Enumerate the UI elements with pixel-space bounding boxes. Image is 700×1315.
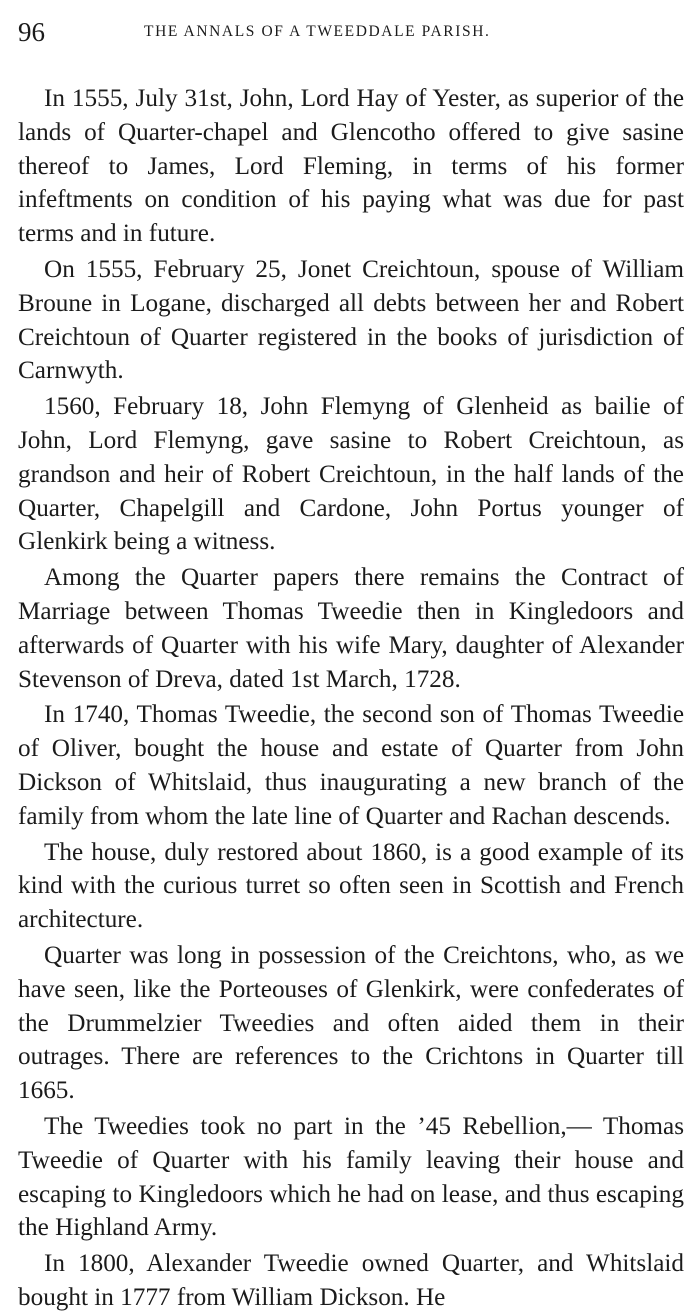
page-number: 96 xyxy=(18,17,45,47)
paragraph-jonet-creichtoun-1555: On 1555, February 25, Jonet Creichtoun, spouse of William Broune in Logane, discharged all debts between her and Robert Creichtoun of Quarter registered in the books of jurisdiction of Carnwyth. xyxy=(18,255,684,385)
paragraph-alexander-tweedie-1800: In 1800, Alexander Tweedie owned Quarter, and Whitslaid bought in 1777 from William Dickson. He xyxy=(18,1250,684,1311)
paragraph-marriage-contract: Among the Quarter papers there remains the Contract of Marriage between Thomas Tweedie then in Kingledoors and afterwards of Quarter with his wife Mary, daughter of Alexander Stevenson of Dreva, dated 1st March, 1728. xyxy=(18,564,684,693)
paragraph-thomas-tweedie-1740: In 1740, Thomas Tweedie, the second son of Thomas Tweedie of Oliver, bought the house and estate of Quarter from John Dickson of Whitslaid, thus inaugurating a new branch of the family from whom the late line of Quarter and Rachan descends. xyxy=(18,701,684,830)
running-head xyxy=(18,16,684,48)
paragraph-house-restoration: The house, duly restored about 1860, is a good example of its kind with the curious turret so often seen in Scottish and French architecture. xyxy=(18,838,684,934)
paragraph-creichtons: Quarter was long in possession of the Creichtons, who, as we have seen, like the Porteouses of Glenkirk, were confederates of the Drummelzier Tweedies and often aided them in their outrages. There are references to the Crichtons in Quarter till 1665. xyxy=(18,941,684,1105)
paragraph-45-rebellion: The Tweedies took no part in the ’45 Rebellion,— Thomas Tweedie of Quarter with his family leaving their house and escaping to Kingledoors which he had on lease, and thus escaping the Highland Army. xyxy=(18,1112,684,1242)
running-title: THE ANNALS OF A TWEEDDALE PARISH. xyxy=(144,23,491,40)
body-text xyxy=(18,82,684,1315)
paragraph-john-flemyng-1560: 1560, February 18, John Flemyng of Glenheid as bailie of John, Lord Flemyng, gave sasine to Robert Creichtoun, as grandson and heir of Robert Creichtoun, in the half lands of the Quarter, Chapelgill and Cardone, John Portus younger of Glenkirk being a witness. xyxy=(18,393,684,556)
paragraph-lord-hay-1555: In 1555, July 31st, John, Lord Hay of Yester, as superior of the lands of Quarter-chapel and Glencotho offered to give sasine thereof to James, Lord Fleming, in terms of his former infeftments on condition of his paying what was due for past terms and in future. xyxy=(18,85,684,248)
